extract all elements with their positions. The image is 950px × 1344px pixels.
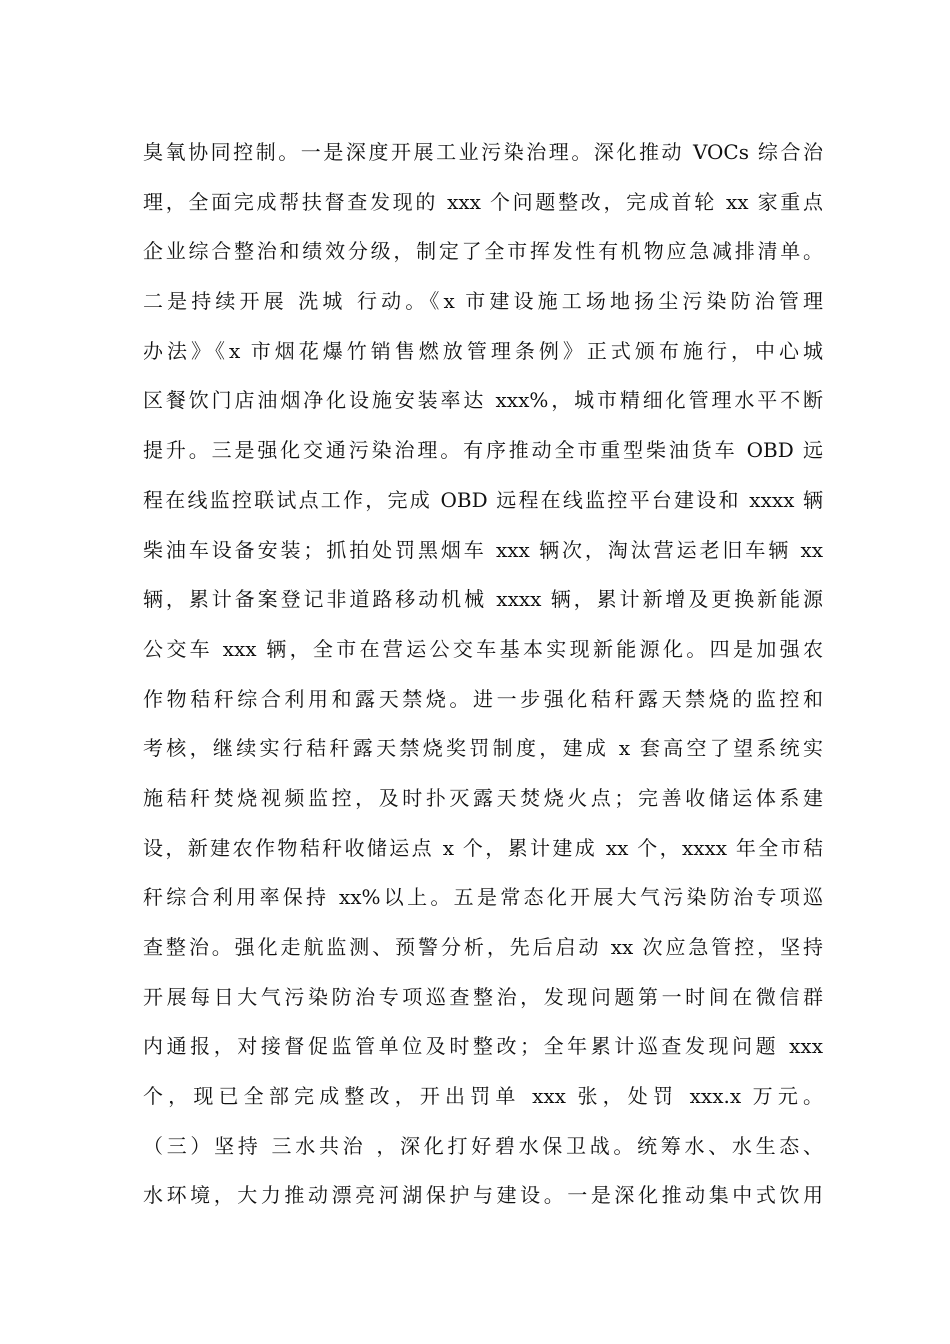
document-body — [143, 128, 823, 1221]
text-line: 理，全面完成帮扶督查发现的 xxx 个问题整改，完成首轮 xx 家重点 — [143, 189, 823, 214]
text-line: 考核，继续实行秸秆露天禁烧奖罚制度，建成 x 套高空了望系统实 — [143, 736, 823, 761]
text-line: 作物秸秆综合利用和露天禁烧。进一步强化秸秆露天禁烧的监控和 — [143, 686, 823, 711]
text-line: （三）坚持 三水共治 ，深化打好碧水保卫战。统筹水、水生态、 — [143, 1133, 823, 1158]
text-line: 水环境，大力推动漂亮河湖保护与建设。一是深化推动集中式饮用 — [143, 1183, 823, 1208]
text-line: 臭氧协同控制。一是深度开展工业污染治理。深化推动 VOCs 综合治 — [143, 140, 823, 164]
text-line: 秆综合利用率保持 xx%以上。五是常态化开展大气污染防治专项巡 — [143, 885, 823, 910]
text-line: 柴油车设备安装；抓拍处罚黑烟车 xxx 辆次，淘汰营运老旧车辆 xx — [143, 537, 823, 562]
text-line: 开展每日大气污染防治专项巡查整治，发现问题第一时间在微信群 — [143, 984, 823, 1009]
text-line: 区餐饮门店油烟净化设施安装率达 xxx%，城市精细化管理水平不断 — [143, 388, 823, 413]
text-line: 办法》《x 市烟花爆竹销售燃放管理条例》正式颁布施行，中心城 — [143, 338, 823, 363]
text-line: 辆，累计备案登记非道路移动机械 xxxx 辆，累计新增及更换新能源 — [143, 587, 823, 612]
text-line: 设，新建农作物秸秆收储运点 x 个，累计建成 xx 个，xxxx 年全市秸 — [143, 835, 823, 860]
text-line: 企业综合整治和绩效分级，制定了全市挥发性有机物应急减排清单。 — [143, 239, 823, 264]
text-line: 程在线监控联试点工作，完成 OBD 远程在线监控平台建设和 xxxx 辆 — [143, 487, 823, 512]
text-line: 提升。三是强化交通污染治理。有序推动全市重型柴油货车 OBD 远 — [143, 438, 823, 463]
text-line: 公交车 xxx 辆，全市在营运公交车基本实现新能源化。四是加强农 — [143, 636, 823, 661]
text-line: 施秸秆焚烧视频监控，及时扑灭露天焚烧火点；完善收储运体系建 — [143, 785, 823, 810]
text-line: 个，现已全部完成整改，开出罚单 xxx 张，处罚 xxx.x 万元。 — [143, 1084, 823, 1109]
text-line: 内通报，对接督促监管单位及时整改；全年累计巡查发现问题 xxx — [143, 1034, 823, 1059]
text-line: 查整治。强化走航监测、预警分析，先后启动 xx 次应急管控，坚持 — [143, 935, 823, 959]
text-line: 二是持续开展 洗城 行动。《x 市建设施工场地扬尘污染防治管理 — [143, 289, 823, 314]
